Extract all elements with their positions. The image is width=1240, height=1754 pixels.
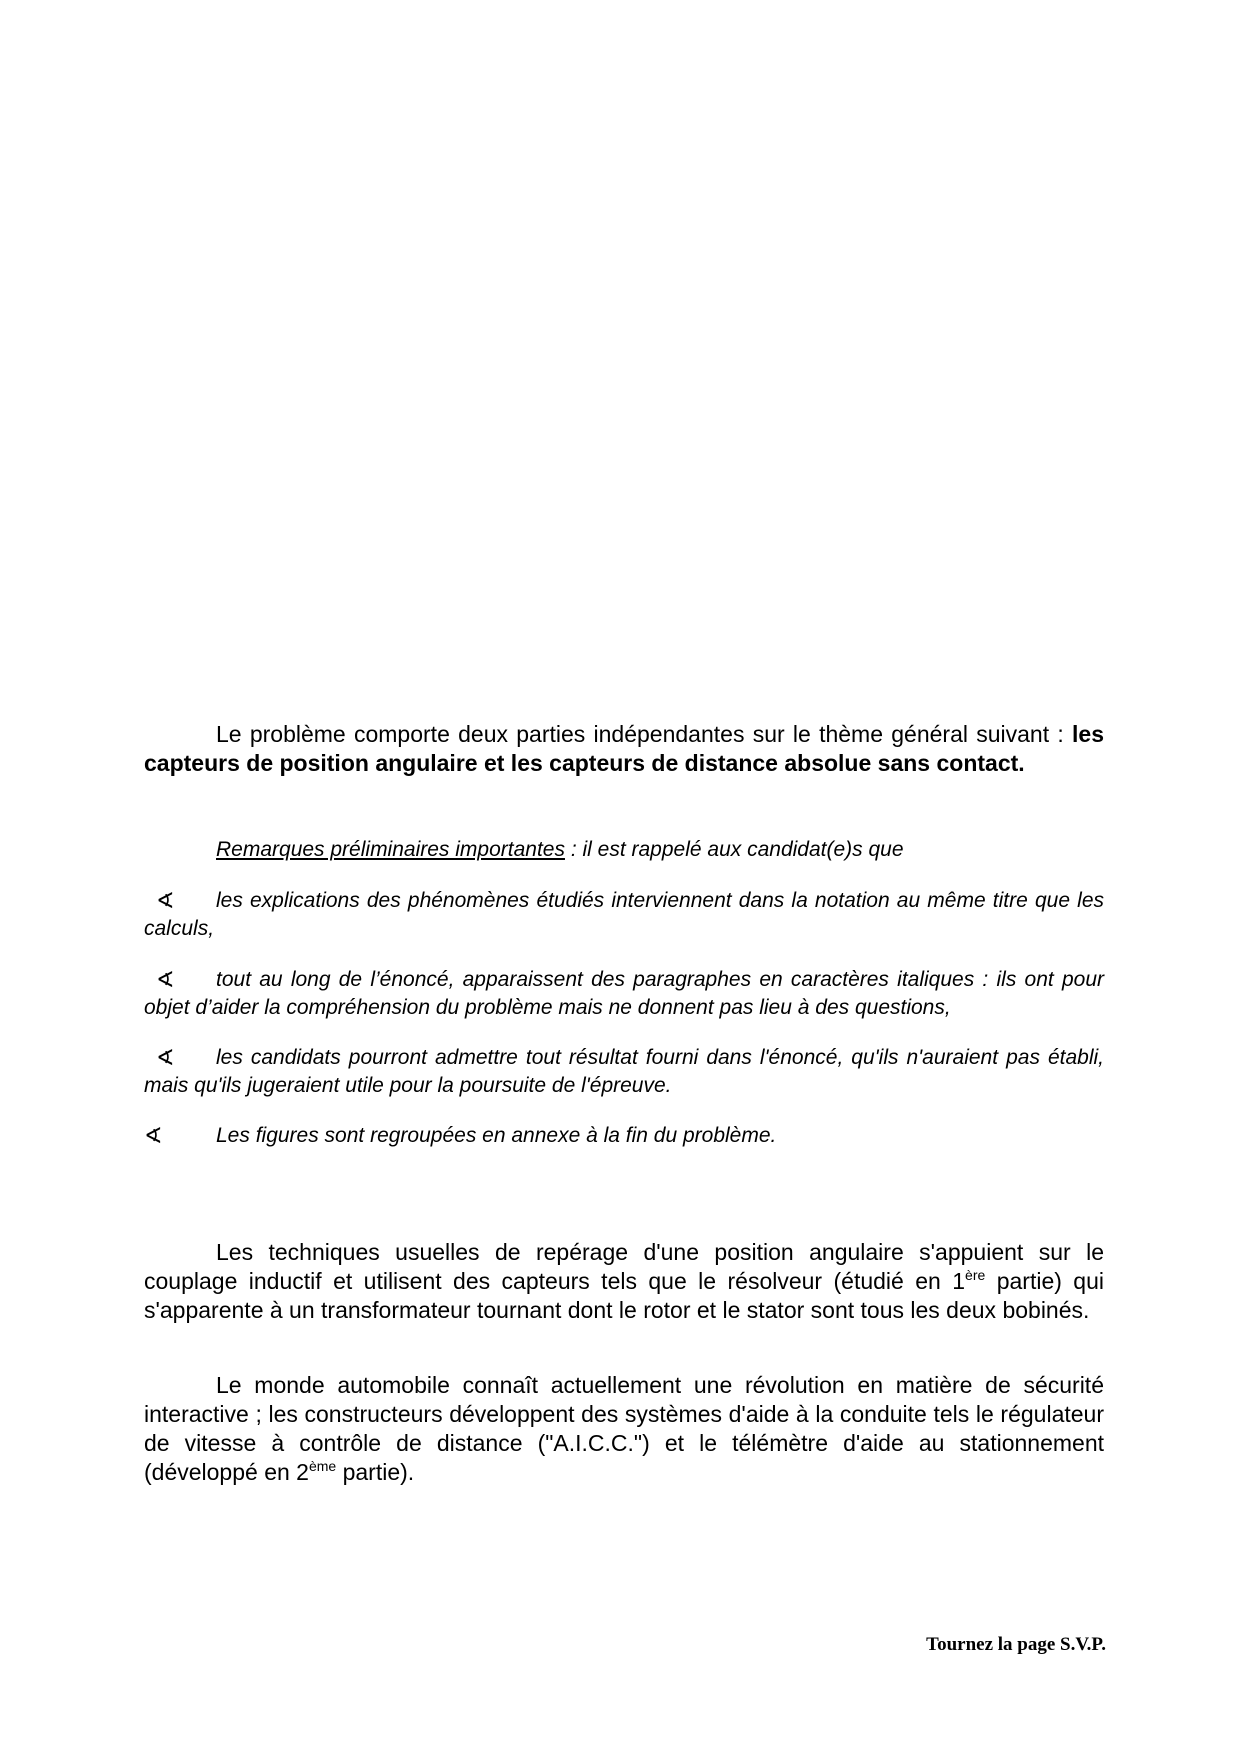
arrow-bullet-icon: ∢ — [144, 1123, 163, 1148]
remark-item — [144, 966, 1104, 1022]
superscript: ème — [308, 1458, 337, 1474]
automotive-paragraph — [144, 1371, 1104, 1487]
remark-item — [144, 1122, 1104, 1150]
paragraph-text: Les techniques usuelles de repérage d'une position angulaire s'appuient sur le couplage inductif et utilisent des capteurs tels que le résolveur (étudié en 1 — [144, 1239, 1104, 1294]
page-turn-note: Tournez la page S.V.P. — [926, 1634, 1106, 1655]
remark-item — [144, 887, 1104, 943]
remark-text: tout au long de l’énoncé, apparaissent des paragraphes en caractères italiques : ils ont pour objet d’aider la compréhension du problème mais ne donnent pas lieu à des questions, — [144, 968, 1104, 1019]
paragraph-text: partie) qui s'apparente à un transformateur tournant dont le rotor et le stator sont tous les deux bobinés. — [144, 1268, 1104, 1323]
intro-lead: Le problème comporte deux parties indépendantes sur le thème général suivant : — [216, 721, 1073, 747]
techniques-paragraph — [144, 1238, 1104, 1325]
remarks-heading-line — [144, 836, 1104, 864]
remark-text: Les figures sont regroupées en annexe à la fin du problème. — [216, 1124, 777, 1147]
arrow-bullet-icon: ∢ — [156, 888, 175, 913]
remarks-intro: il est rappelé aux candidat(e)s que — [582, 838, 904, 861]
paragraph-text: partie). — [336, 1459, 415, 1485]
intro-paragraph — [144, 720, 1104, 778]
intro-theme: les capteurs de position angulaire et les capteurs de distance absolue sans contact. — [144, 721, 1104, 776]
superscript: ère — [965, 1267, 986, 1283]
remark-text: les candidats pourront admettre tout résultat fourni dans l'énoncé, qu'ils n'auraient pas établi, mais qu'ils jugeraient utile pour la poursuite de l'épreuve. — [144, 1046, 1104, 1097]
remarks-separator: : — [564, 838, 583, 861]
arrow-bullet-icon: ∢ — [156, 1045, 175, 1070]
remarks-heading: Remarques préliminaires importantes — [216, 838, 565, 861]
arrow-bullet-icon: ∢ — [156, 967, 175, 992]
remark-text: les explications des phénomènes étudiés interviennent dans la notation au même titre que les calculs, — [144, 889, 1104, 940]
remark-item — [144, 1044, 1104, 1100]
paragraph-text: Le monde automobile connaît actuellement une révolution en matière de sécurité interactive ; les constructeurs développent des systèmes d'aide à la conduite tels le régulateur de vitesse à contrôle de distance ("A.I.C.C.") et le télémètre d'aide au stationnement (développé en 2 — [144, 1372, 1104, 1485]
